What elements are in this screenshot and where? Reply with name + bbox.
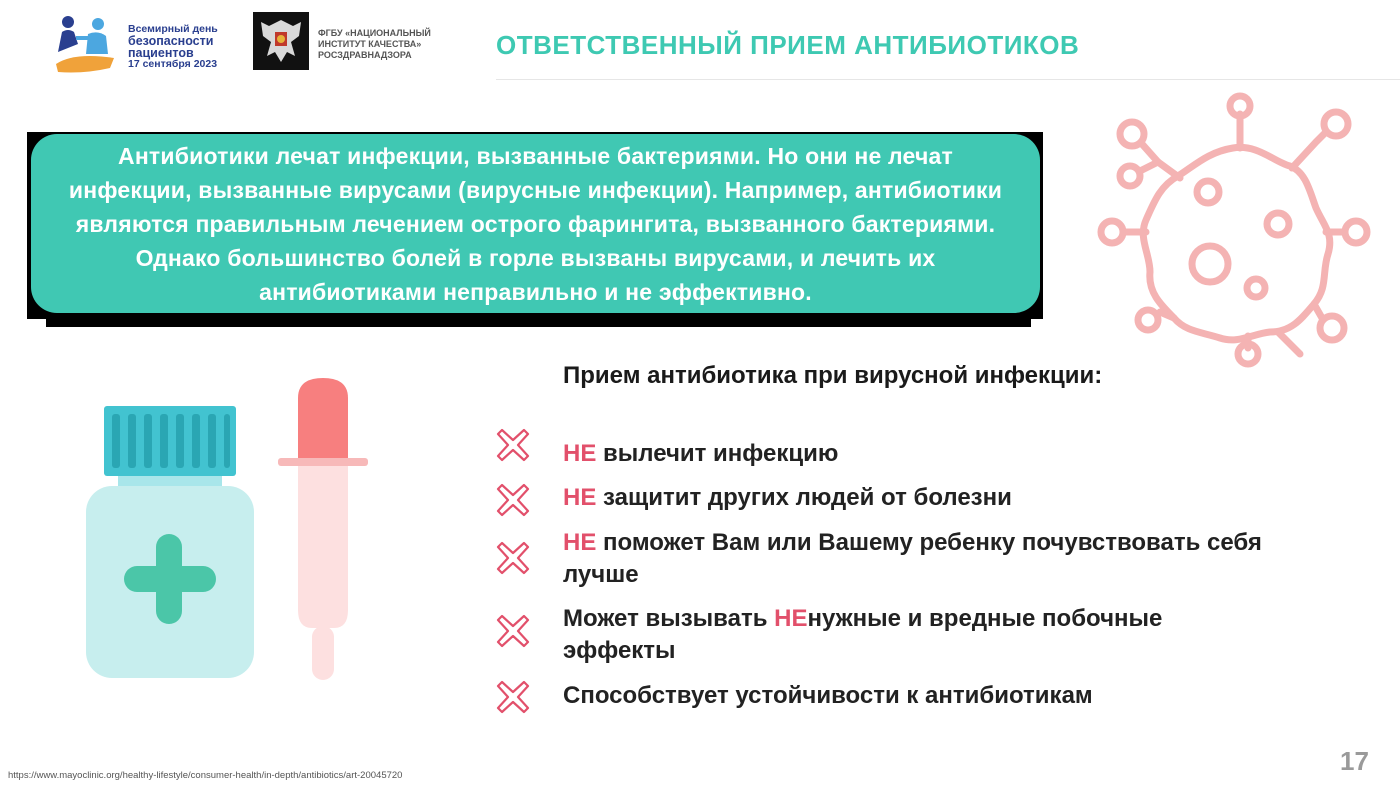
cross-icon (494, 678, 532, 716)
dropper-icon (276, 376, 370, 682)
callout-text: Антибиотики лечат инфекции, вызванные бактериями. Но они не лечат инфекции, вызванные вирусами (вирусные инфекции). Например, антибиотики являются правильным лечением острого фарингита, вызванного бактериями. Однако большинство болей в горле вызваны вирусами, и лечить их антибиотиками неправильно и не эффективно. (68, 142, 1003, 305)
cross-icon (494, 426, 532, 464)
list-item: Способствует устойчивости к антибиотикам (563, 682, 1093, 709)
medicine-bottle-icon (84, 404, 256, 680)
info-callout (31, 134, 1040, 313)
page-title: ОТВЕТСТВЕННЫЙ ПРИЕМ АНТИБИОТИКОВ (496, 30, 1080, 60)
patient-safety-logo (54, 14, 118, 74)
list-item: НЕ защитит других людей от болезни (563, 484, 1012, 511)
negation-word: НЕ (563, 529, 597, 556)
roszdravnadzor-emblem-logo (253, 12, 309, 70)
callout-shadow-bottom (46, 312, 1031, 327)
list-item: Может вызывать НЕнужные и вредные побочные эффекты (563, 605, 1163, 664)
page-number: 17 (1340, 746, 1369, 776)
virus-icon (1088, 92, 1378, 374)
institute-logo-text: ФГБУ «НАЦИОНАЛЬНЫЙ ИНСТИТУТ КАЧЕСТВА» РОСЗДРАВНАДЗОРА (318, 28, 431, 60)
list-heading: Прием антибиотика при вирусной инфекции: (563, 362, 1103, 389)
title-divider (496, 79, 1400, 80)
list-item: НЕ поможет Вам или Вашему ребенку почувствовать себя лучше (563, 529, 1262, 588)
cross-icon (494, 612, 532, 650)
negation-word: НЕ (563, 440, 597, 467)
patient-safety-logo-text: Всемирный день безопасности пациентов 17 сентября 2023 (128, 23, 218, 70)
negation-word: НЕ (774, 605, 808, 632)
cross-icon (494, 539, 532, 577)
list-item: НЕ вылечит инфекцию (563, 440, 839, 467)
negation-word: НЕ (563, 484, 597, 511)
source-link[interactable]: https://www.mayoclinic.org/healthy-lifestyle/consumer-health/in-depth/antibiotics/art-20045720 (8, 770, 403, 781)
cross-icon (494, 481, 532, 519)
